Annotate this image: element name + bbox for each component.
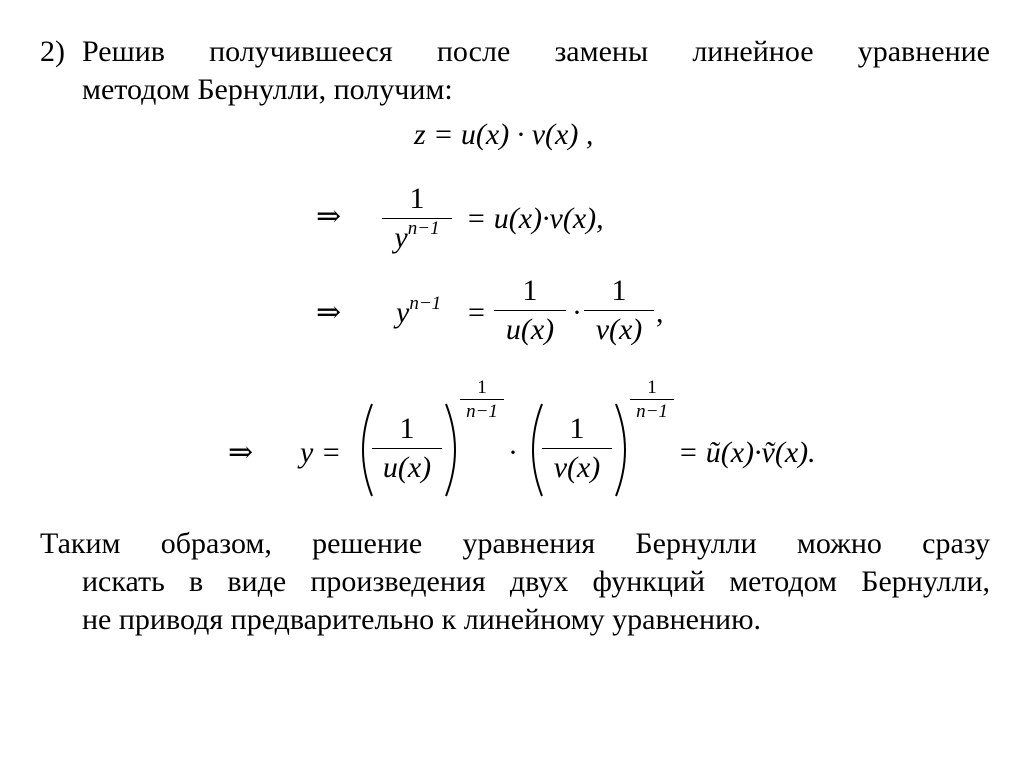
equation-4 [228, 378, 888, 498]
exponent-numerator: 1 [460, 378, 504, 400]
dot-operator: · [572, 296, 582, 329]
fraction-numerator: 1 [542, 414, 612, 449]
fraction-1-over-v [542, 414, 612, 483]
power-exponent: n−1 [407, 218, 440, 239]
equation-4-lhs: y = [300, 436, 342, 469]
fraction-denominator: v(x) [553, 451, 601, 484]
power-base: y [394, 221, 408, 254]
item-number: 2) [40, 35, 65, 68]
fraction-1-over-u [494, 276, 566, 345]
fraction-numerator: 1 [372, 414, 442, 449]
comma: , [656, 296, 664, 329]
fraction-1-over-v [584, 276, 654, 345]
power-base: y [396, 296, 410, 329]
fraction-numerator: 1 [382, 184, 452, 219]
equation-2-rhs: = u(x)·v(x), [466, 202, 604, 235]
exponent-denominator: n−1 [466, 401, 498, 422]
exponent-fraction [630, 378, 674, 421]
fraction-denominator: u(x) [505, 313, 555, 346]
implies-arrow-icon: ⇒ [228, 436, 254, 469]
fraction-numerator: 1 [584, 276, 654, 311]
conclusion-line-2: искать в виде произведения двух функций методом Бернулли, [82, 565, 990, 598]
conclusion-line-3: не приводя предварительно к линейному уравнению. [82, 603, 762, 636]
fraction-denominator: v(x) [595, 313, 643, 346]
exponent-denominator: n−1 [636, 401, 668, 422]
conclusion-line-1: Таким образом, решение уравнения Бернулли можно сразу [40, 527, 990, 560]
dot-operator: · [508, 436, 518, 469]
equals-sign: = [468, 296, 485, 329]
fraction-numerator: 1 [494, 276, 566, 311]
equation-3-lhs [396, 293, 442, 329]
fraction-denominator: u(x) [382, 451, 432, 484]
item-text-line-2: методом Бернулли, получим: [82, 73, 453, 106]
item-text-line-1: Решив получившееся после замены линейное уравнение [82, 35, 990, 68]
implies-arrow-icon: ⇒ [316, 296, 342, 329]
exponent-fraction [460, 378, 504, 421]
fraction-denominator [382, 219, 452, 253]
equation-substitution: z = u(x) · v(x) , [414, 118, 594, 151]
fraction-1-over-y [382, 184, 452, 253]
power-exponent: n−1 [409, 293, 442, 314]
equation-4-rhs: = ũ(x)·ṽ(x). [678, 436, 816, 469]
fraction-1-over-u [372, 414, 442, 483]
exponent-numerator: 1 [630, 378, 674, 400]
implies-arrow-icon: ⇒ [316, 200, 342, 233]
